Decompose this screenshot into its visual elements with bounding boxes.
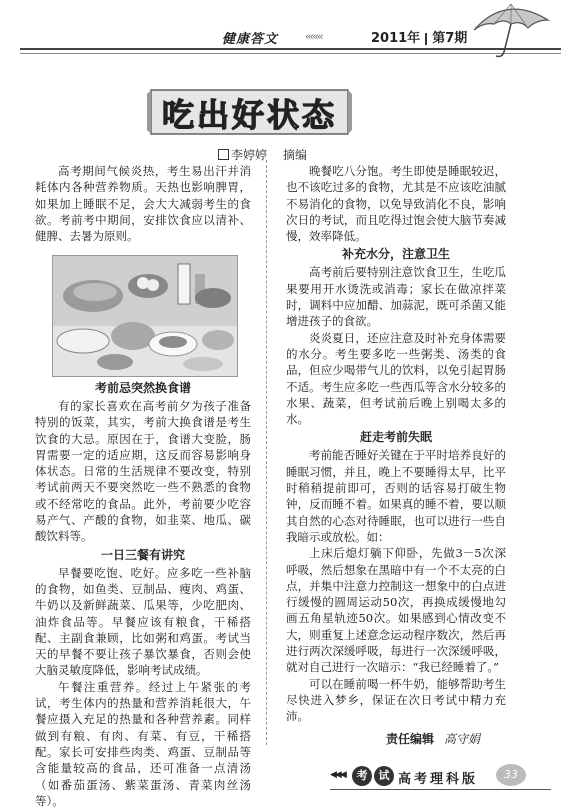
issue-number: 第7期 (432, 31, 468, 46)
issue-info (371, 27, 467, 46)
section-3-paragraph-2: 炎炎夏日，还应注意及时补充身体需要的水分。考生要多吃一些粥类、汤类的食品，但应少喝带气儿的饮料，以免引起胃肠不适。考生应多吃一些西瓜等含水分较多的水果、蔬菜，但考试前后晚上别喝太多的水。 (286, 330, 506, 427)
byline-box-icon (218, 149, 229, 160)
article-title: 吃出好状态 (161, 96, 337, 134)
section-heading-4: 赶走考前失眠 (359, 430, 432, 445)
chevron-decoration-icon: ‹‹‹‹‹‹‹ (305, 30, 322, 43)
byline (218, 146, 307, 163)
section-4-paragraph-2: 上床后熄灯躺下仰卧，先做3－5次深呼吸，然后想象在黑暗中有一个不太亮的白点，并集中注意力控制这一想象中的白点进行缓慢的圆周运动50次，再换成缓慢地勾画五角星轨迹50次。如果感到心情改变不大，则重复上述意念运动程序数次，然后再进行两次深缓呼吸，每进行一次深缓呼吸，就对自己进行一次暗示：“我已经睡着了。” (286, 546, 506, 675)
section-2-paragraph-3: 晚餐吃八分饱。考生即使是睡眠较迟，也不该吃过多的食物，尤其是不应该吃油腻不易消化的食物，以免导致消化不良，影响次日的考试，而且吃得过饱会使大脑节奏减慢，效率降低。 (286, 164, 506, 244)
section-heading-2: 一日三餐有讲究 (100, 547, 185, 562)
right-column (286, 163, 506, 725)
section-4-paragraph-1: 考前能否睡好关键在于平时培养良好的睡眠习惯，并且，晚上不要睡得太早，比平时稍稍提前即可，否则的话容易打破生物钟，反而睡不着。如果真的睡不着，要以顺其自然的心态对待睡眠，也可以进行一些自我暗示或放松。如： (286, 448, 506, 544)
column-divider (266, 160, 267, 745)
series-name: 高考理科版 (398, 772, 479, 787)
page-footer (0, 764, 581, 800)
section-2-paragraph-2: 午餐注重营养。经过上午紧张的考试，考生体内的热量和营养消耗很大，午餐应摄入充足的热量和各种营养素。同样做到有粮、有肉、有菜、有豆，干稀搭配。家长可安排些肉类、鸡蛋、豆制品等含能量较高的食品，还可准备一点清汤（如番茄蛋汤、紫菜蛋汤、青菜肉丝汤等）。 (35, 679, 251, 808)
left-column-bottom (35, 378, 251, 809)
author-name: 李婷婷 (231, 148, 268, 162)
section-3-paragraph-1: 高考前后要特别注意饮食卫生，生吃瓜果要用开水烫洗或消毒；家长在做凉拌菜时，调料中应加醋、加蒜泥，既可杀菌又能增进孩子的食欲。 (286, 265, 506, 329)
page-header (0, 0, 581, 62)
issue-year: 2011年 (371, 31, 421, 46)
series-char-2: 试 (374, 766, 394, 786)
column-name: 健康答文 (222, 32, 279, 47)
section-2-paragraph-1: 早餐要吃饱、吃好。应多吃一些补脑的食物，如鱼类、豆制品、瘦肉、鸡蛋、牛奶以及新鲜蔬菜、瓜果等，少吃肥肉、油炸食品等。早餐应该有粮食，干稀搭配、主副食兼顾，比如粥和鸡蛋。考试当天的早餐不要让孩子暴饮暴食，否则会使大脑灵敏度降低，影响考试成绩。 (35, 565, 251, 678)
section-heading-1: 考前忌突然换食谱 (94, 381, 191, 395)
footer-rule (330, 789, 551, 790)
triple-arrow-icon: ◀◀◀ (330, 770, 345, 780)
editor-name: 高守娟 (444, 732, 481, 746)
food-photo (52, 255, 238, 377)
series-char-1: 考 (352, 766, 372, 786)
page-number: 33 (496, 764, 526, 786)
section-heading-3: 补充水分，注意卫生 (341, 247, 450, 262)
food-illustration (53, 256, 237, 376)
section-1-paragraph-1: 有的家长喜欢在高考前夕为孩子准备特别的饭菜，其实，考前大换食谱是考生饮食的大忌。原因在于，食谱大变脸，肠胃需要一定的适应期，这反而容易影响身体状态。日常的生活规律不要改变，特别考试前两天不要突然吃一些不熟悉的食物或不经常吃的食品。此外，考前要少吃容易产气、产酸的食物，如韭菜、地瓜、碳酸饮料等。 (35, 399, 251, 544)
left-column-top (35, 163, 251, 244)
section-4-paragraph-3: 可以在睡前喝一杯牛奶，能够帮助考生尽快进入梦乡，保证在次日考试中精力充沛。 (286, 676, 506, 724)
article-title-box (147, 88, 352, 136)
editor-label: 责任编辑 (386, 732, 435, 746)
umbrella-icon (466, 0, 556, 60)
author-role: 摘编 (283, 148, 308, 162)
intro-paragraph: 高考期间气候炎热，考生易出汗并消耗体内各种营养物质。天热也影响脾胃，如果加上睡眠不足，会大大减弱考生的食欲。考前考中期间，安排饮食应以清补、健脾、去暑为原则。 (35, 164, 251, 244)
issue-separator (425, 33, 427, 45)
editor-credit (386, 730, 480, 747)
